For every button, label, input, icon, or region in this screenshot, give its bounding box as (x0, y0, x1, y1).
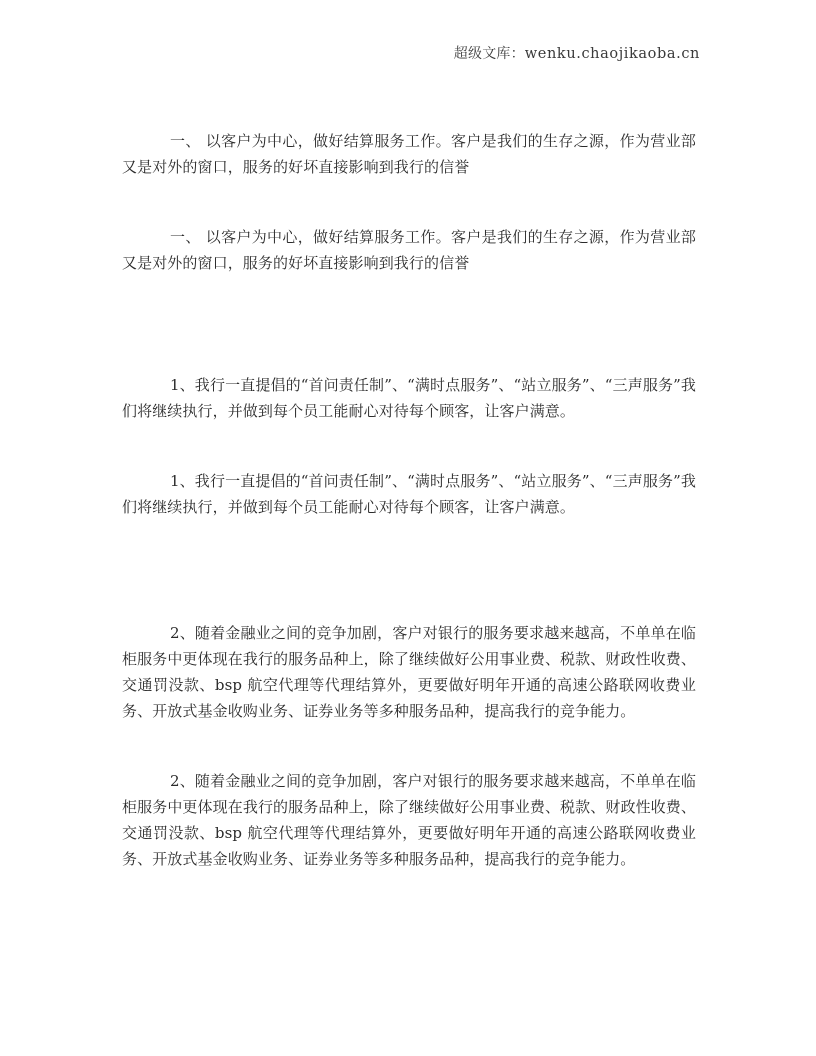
paragraph-2: 一、 以客户为中心，做好结算服务工作。客户是我们的生存之源，作为营业部又是对外的窗口，服务的好坏直接影响到我行的信誉 (122, 228, 696, 272)
paragraph-6: 2、随着金融业之间的竞争加剧，客户对银行的服务要求越来越高，不单单在临柜服务中更体现在我行的服务品种上，除了继续做好公用事业费、税款、财政性收费、交通罚没款、bsp 航空代理等代理结算外，更要做好明年开通的高速公路联网收费业务、开放式基金收购业务、证券业务等多种服务品种，提高我行的竞争能力。 (122, 772, 696, 868)
paragraph-spacer (122, 180, 696, 224)
header-url: wenku.chaojikaoba.cn (524, 46, 700, 62)
paragraph-spacer (122, 724, 696, 768)
paragraph-3: 1、我行一直提倡的“首问责任制”、“满时点服务”、“站立服务”、“三声服务”我们将继续执行，并做到每个员工能耐心对待每个顾客，让客户满意。 (122, 376, 696, 420)
header-label: 超级文库： (453, 46, 525, 62)
page-header-watermark (122, 44, 700, 64)
section-spacer (122, 276, 696, 372)
paragraph-4: 1、我行一直提倡的“首问责任制”、“满时点服务”、“站立服务”、“三声服务”我们将继续执行，并做到每个员工能耐心对待每个顾客，让客户满意。 (122, 472, 696, 516)
paragraph-5: 2、随着金融业之间的竞争加剧，客户对银行的服务要求越来越高，不单单在临柜服务中更体现在我行的服务品种上，除了继续做好公用事业费、税款、财政性收费、交通罚没款、bsp 航空代理等代理结算外，更要做好明年开通的高速公路联网收费业务、开放式基金收购业务、证券业务等多种服务品种，提高我行的竞争能力。 (122, 624, 696, 720)
paragraph-1: 一、 以客户为中心，做好结算服务工作。客户是我们的生存之源，作为营业部又是对外的窗口，服务的好坏直接影响到我行的信誉 (122, 132, 696, 176)
document-body (122, 128, 696, 872)
paragraph-spacer (122, 424, 696, 468)
section-spacer (122, 520, 696, 620)
